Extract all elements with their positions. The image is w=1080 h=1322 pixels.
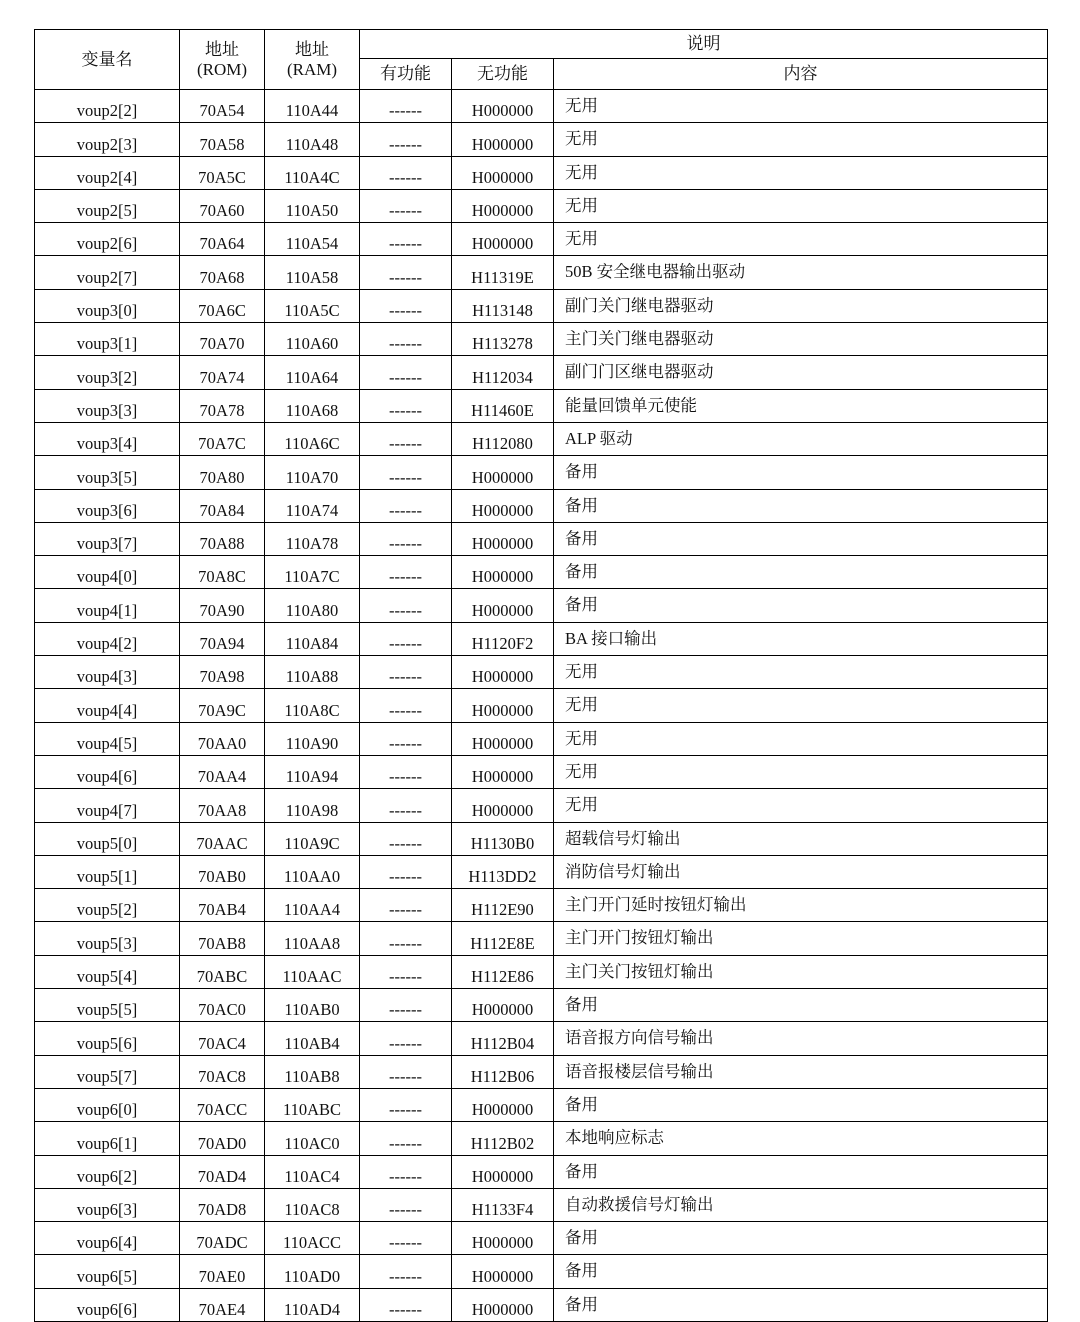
cell-has-function: ------ xyxy=(360,90,452,123)
cell-var-name: voup2[6] xyxy=(35,223,180,256)
table-row xyxy=(35,489,1048,522)
cell-addr-rom: 70AB8 xyxy=(180,922,265,955)
cell-var-name: voup6[0] xyxy=(35,1088,180,1121)
cell-addr-rom: 70A68 xyxy=(180,256,265,289)
cell-has-function: ------ xyxy=(360,323,452,356)
cell-has-function: ------ xyxy=(360,422,452,455)
col-header-addr-ram xyxy=(265,30,360,90)
cell-no-function: H000000 xyxy=(452,689,554,722)
cell-addr-ram: 110AD0 xyxy=(265,1255,360,1288)
cell-addr-rom: 70AD4 xyxy=(180,1155,265,1188)
cell-has-function: ------ xyxy=(360,889,452,922)
cell-has-function: ------ xyxy=(360,1055,452,1088)
cell-no-function: H000000 xyxy=(452,755,554,788)
cell-var-name: voup3[3] xyxy=(35,389,180,422)
cell-has-function: ------ xyxy=(360,789,452,822)
header-row xyxy=(35,30,1048,59)
cell-var-name: voup2[5] xyxy=(35,189,180,222)
cell-var-name: voup4[4] xyxy=(35,689,180,722)
cell-has-function: ------ xyxy=(360,1288,452,1321)
cell-content: 语音报方向信号输出 xyxy=(554,1022,1048,1055)
table-row xyxy=(35,722,1048,755)
table-row xyxy=(35,922,1048,955)
cell-addr-ram: 110AD4 xyxy=(265,1288,360,1321)
cell-content: 备用 xyxy=(554,1088,1048,1121)
cell-has-function: ------ xyxy=(360,755,452,788)
cell-addr-rom: 70ADC xyxy=(180,1222,265,1255)
table-row xyxy=(35,389,1048,422)
cell-has-function: ------ xyxy=(360,622,452,655)
table-row xyxy=(35,289,1048,322)
table-row xyxy=(35,1022,1048,1055)
cell-has-function: ------ xyxy=(360,589,452,622)
cell-addr-rom: 70AC0 xyxy=(180,989,265,1022)
cell-addr-rom: 70A8C xyxy=(180,556,265,589)
cell-addr-ram: 110A54 xyxy=(265,223,360,256)
cell-addr-ram: 110A98 xyxy=(265,789,360,822)
cell-addr-ram: 110A70 xyxy=(265,456,360,489)
cell-no-function: H11460E xyxy=(452,389,554,422)
cell-content: 无用 xyxy=(554,755,1048,788)
cell-has-function: ------ xyxy=(360,1088,452,1121)
col-header-content: 内容 xyxy=(554,59,1048,90)
register-table xyxy=(34,29,1048,1322)
table-row xyxy=(35,1222,1048,1255)
cell-no-function: H000000 xyxy=(452,522,554,555)
cell-has-function: ------ xyxy=(360,1222,452,1255)
table-row xyxy=(35,522,1048,555)
cell-var-name: voup4[1] xyxy=(35,589,180,622)
cell-no-function: H112B06 xyxy=(452,1055,554,1088)
cell-content: ALP 驱动 xyxy=(554,422,1048,455)
table-row xyxy=(35,955,1048,988)
cell-var-name: voup6[5] xyxy=(35,1255,180,1288)
cell-content: 无用 xyxy=(554,123,1048,156)
cell-no-function: H000000 xyxy=(452,556,554,589)
cell-var-name: voup6[1] xyxy=(35,1122,180,1155)
cell-content: 备用 xyxy=(554,1155,1048,1188)
cell-var-name: voup4[2] xyxy=(35,622,180,655)
cell-addr-rom: 70A6C xyxy=(180,289,265,322)
table-row xyxy=(35,1288,1048,1321)
cell-content: 备用 xyxy=(554,456,1048,489)
cell-var-name: voup2[4] xyxy=(35,156,180,189)
cell-var-name: voup6[4] xyxy=(35,1222,180,1255)
cell-content: 副门关门继电器驱动 xyxy=(554,289,1048,322)
cell-addr-rom: 70A58 xyxy=(180,123,265,156)
cell-addr-rom: 70A60 xyxy=(180,189,265,222)
cell-var-name: voup4[3] xyxy=(35,656,180,689)
cell-addr-rom: 70ABC xyxy=(180,955,265,988)
cell-var-name: voup3[2] xyxy=(35,356,180,389)
col-header-addr-rom-bottom: (ROM) xyxy=(196,59,248,79)
cell-no-function: H000000 xyxy=(452,223,554,256)
col-header-var-name: 变量名 xyxy=(35,30,180,90)
cell-content: 50B 安全继电器输出驱动 xyxy=(554,256,1048,289)
table-row xyxy=(35,90,1048,123)
cell-addr-ram: 110ABC xyxy=(265,1088,360,1121)
cell-has-function: ------ xyxy=(360,989,452,1022)
cell-addr-rom: 70ACC xyxy=(180,1088,265,1121)
cell-addr-rom: 70A78 xyxy=(180,389,265,422)
table-row xyxy=(35,989,1048,1022)
cell-content: 无用 xyxy=(554,189,1048,222)
cell-content: 主门关门按钮灯输出 xyxy=(554,955,1048,988)
cell-no-function: H000000 xyxy=(452,1222,554,1255)
table-row xyxy=(35,889,1048,922)
cell-no-function: H000000 xyxy=(452,189,554,222)
table-row xyxy=(35,189,1048,222)
cell-no-function: H113DD2 xyxy=(452,855,554,888)
cell-addr-rom: 70A54 xyxy=(180,90,265,123)
cell-content: 超载信号灯输出 xyxy=(554,822,1048,855)
table-row xyxy=(35,822,1048,855)
cell-no-function: H11319E xyxy=(452,256,554,289)
col-header-addr-rom xyxy=(180,30,265,90)
table-row xyxy=(35,689,1048,722)
cell-addr-rom: 70A74 xyxy=(180,356,265,389)
table-row xyxy=(35,1088,1048,1121)
cell-no-function: H000000 xyxy=(452,722,554,755)
cell-addr-rom: 70AAC xyxy=(180,822,265,855)
cell-no-function: H112034 xyxy=(452,356,554,389)
cell-var-name: voup2[7] xyxy=(35,256,180,289)
cell-addr-ram: 110A60 xyxy=(265,323,360,356)
cell-var-name: voup6[3] xyxy=(35,1188,180,1221)
cell-no-function: H000000 xyxy=(452,1155,554,1188)
cell-addr-ram: 110AB8 xyxy=(265,1055,360,1088)
cell-addr-rom: 70AE4 xyxy=(180,1288,265,1321)
cell-has-function: ------ xyxy=(360,1155,452,1188)
cell-content: 无用 xyxy=(554,722,1048,755)
table-row xyxy=(35,422,1048,455)
cell-content: 备用 xyxy=(554,589,1048,622)
cell-addr-rom: 70A88 xyxy=(180,522,265,555)
cell-content: 无用 xyxy=(554,156,1048,189)
cell-var-name: voup6[6] xyxy=(35,1288,180,1321)
cell-var-name: voup3[5] xyxy=(35,456,180,489)
cell-has-function: ------ xyxy=(360,223,452,256)
cell-var-name: voup3[6] xyxy=(35,489,180,522)
cell-has-function: ------ xyxy=(360,156,452,189)
cell-addr-rom: 70A98 xyxy=(180,656,265,689)
cell-no-function: H1130B0 xyxy=(452,822,554,855)
cell-var-name: voup5[6] xyxy=(35,1022,180,1055)
cell-addr-rom: 70A80 xyxy=(180,456,265,489)
cell-addr-rom: 70AB0 xyxy=(180,855,265,888)
cell-addr-ram: 110AA8 xyxy=(265,922,360,955)
cell-content: 副门门区继电器驱动 xyxy=(554,356,1048,389)
cell-content: 自动救援信号灯输出 xyxy=(554,1188,1048,1221)
table-row xyxy=(35,256,1048,289)
cell-has-function: ------ xyxy=(360,1122,452,1155)
cell-content: 无用 xyxy=(554,223,1048,256)
cell-addr-ram: 110AB0 xyxy=(265,989,360,1022)
cell-has-function: ------ xyxy=(360,722,452,755)
cell-no-function: H000000 xyxy=(452,90,554,123)
cell-addr-ram: 110A4C xyxy=(265,156,360,189)
cell-no-function: H112080 xyxy=(452,422,554,455)
cell-has-function: ------ xyxy=(360,689,452,722)
cell-content: 备用 xyxy=(554,989,1048,1022)
cell-has-function: ------ xyxy=(360,189,452,222)
cell-no-function: H000000 xyxy=(452,1088,554,1121)
cell-addr-ram: 110A94 xyxy=(265,755,360,788)
cell-has-function: ------ xyxy=(360,922,452,955)
cell-addr-rom: 70A9C xyxy=(180,689,265,722)
table-row xyxy=(35,123,1048,156)
table-body xyxy=(35,90,1048,1322)
cell-addr-ram: 110AAC xyxy=(265,955,360,988)
cell-content: 备用 xyxy=(554,489,1048,522)
cell-addr-rom: 70AD8 xyxy=(180,1188,265,1221)
cell-var-name: voup5[3] xyxy=(35,922,180,955)
cell-content: 消防信号灯输出 xyxy=(554,855,1048,888)
cell-has-function: ------ xyxy=(360,1188,452,1221)
table-row xyxy=(35,789,1048,822)
cell-no-function: H000000 xyxy=(452,123,554,156)
table-row xyxy=(35,1155,1048,1188)
cell-content: 无用 xyxy=(554,656,1048,689)
cell-no-function: H1133F4 xyxy=(452,1188,554,1221)
cell-var-name: voup5[1] xyxy=(35,855,180,888)
cell-no-function: H000000 xyxy=(452,156,554,189)
cell-has-function: ------ xyxy=(360,656,452,689)
cell-no-function: H112E8E xyxy=(452,922,554,955)
table-row xyxy=(35,556,1048,589)
cell-has-function: ------ xyxy=(360,489,452,522)
cell-no-function: H113148 xyxy=(452,289,554,322)
cell-addr-ram: 110A88 xyxy=(265,656,360,689)
cell-var-name: voup2[3] xyxy=(35,123,180,156)
cell-addr-ram: 110A9C xyxy=(265,822,360,855)
table-row xyxy=(35,855,1048,888)
table-row xyxy=(35,356,1048,389)
cell-no-function: H000000 xyxy=(452,1255,554,1288)
cell-addr-ram: 110AC8 xyxy=(265,1188,360,1221)
cell-no-function: H000000 xyxy=(452,456,554,489)
table-header xyxy=(35,30,1048,90)
cell-addr-ram: 110A50 xyxy=(265,189,360,222)
cell-addr-rom: 70A90 xyxy=(180,589,265,622)
cell-no-function: H112E90 xyxy=(452,889,554,922)
cell-addr-rom: 70AD0 xyxy=(180,1122,265,1155)
cell-addr-ram: 110A7C xyxy=(265,556,360,589)
col-header-has-function: 有功能 xyxy=(360,59,452,90)
cell-addr-ram: 110A44 xyxy=(265,90,360,123)
cell-addr-rom: 70AC4 xyxy=(180,1022,265,1055)
col-header-addr-ram-bottom: (RAM) xyxy=(286,59,338,79)
cell-no-function: H112B04 xyxy=(452,1022,554,1055)
cell-no-function: H000000 xyxy=(452,1288,554,1321)
cell-addr-rom: 70AE0 xyxy=(180,1255,265,1288)
table-row xyxy=(35,1055,1048,1088)
cell-addr-ram: 110A80 xyxy=(265,589,360,622)
table-row xyxy=(35,589,1048,622)
cell-var-name: voup5[0] xyxy=(35,822,180,855)
cell-addr-rom: 70A70 xyxy=(180,323,265,356)
col-header-description: 说明 xyxy=(360,30,1048,59)
cell-has-function: ------ xyxy=(360,289,452,322)
cell-has-function: ------ xyxy=(360,822,452,855)
cell-addr-rom: 70A7C xyxy=(180,422,265,455)
cell-addr-ram: 110AA0 xyxy=(265,855,360,888)
cell-content: 主门开门按钮灯输出 xyxy=(554,922,1048,955)
cell-addr-ram: 110ACC xyxy=(265,1222,360,1255)
cell-content: 能量回馈单元使能 xyxy=(554,389,1048,422)
cell-no-function: H000000 xyxy=(452,589,554,622)
cell-addr-ram: 110AB4 xyxy=(265,1022,360,1055)
cell-no-function: H000000 xyxy=(452,989,554,1022)
cell-content: 无用 xyxy=(554,90,1048,123)
cell-content: 主门关门继电器驱动 xyxy=(554,323,1048,356)
cell-has-function: ------ xyxy=(360,356,452,389)
cell-no-function: H000000 xyxy=(452,789,554,822)
table-row xyxy=(35,456,1048,489)
cell-has-function: ------ xyxy=(360,1022,452,1055)
cell-has-function: ------ xyxy=(360,389,452,422)
table-row xyxy=(35,223,1048,256)
cell-addr-rom: 70A94 xyxy=(180,622,265,655)
cell-var-name: voup3[7] xyxy=(35,522,180,555)
cell-addr-ram: 110A84 xyxy=(265,622,360,655)
cell-addr-ram: 110A48 xyxy=(265,123,360,156)
cell-no-function: H112E86 xyxy=(452,955,554,988)
col-header-no-function: 无功能 xyxy=(452,59,554,90)
cell-addr-rom: 70AA8 xyxy=(180,789,265,822)
col-header-addr-ram-top: 地址 xyxy=(295,39,329,59)
cell-no-function: H000000 xyxy=(452,656,554,689)
cell-content: 无用 xyxy=(554,689,1048,722)
cell-has-function: ------ xyxy=(360,522,452,555)
cell-addr-ram: 110A78 xyxy=(265,522,360,555)
cell-content: 备用 xyxy=(554,522,1048,555)
cell-var-name: voup2[2] xyxy=(35,90,180,123)
cell-has-function: ------ xyxy=(360,456,452,489)
cell-addr-rom: 70A64 xyxy=(180,223,265,256)
cell-addr-rom: 70A5C xyxy=(180,156,265,189)
cell-addr-ram: 110A6C xyxy=(265,422,360,455)
table-row xyxy=(35,1188,1048,1221)
cell-has-function: ------ xyxy=(360,556,452,589)
cell-addr-ram: 110A74 xyxy=(265,489,360,522)
cell-addr-ram: 110A5C xyxy=(265,289,360,322)
cell-addr-rom: 70AC8 xyxy=(180,1055,265,1088)
cell-content: 备用 xyxy=(554,1255,1048,1288)
cell-addr-ram: 110A90 xyxy=(265,722,360,755)
cell-content: 语音报楼层信号输出 xyxy=(554,1055,1048,1088)
cell-addr-ram: 110A64 xyxy=(265,356,360,389)
cell-content: 主门开门延时按钮灯输出 xyxy=(554,889,1048,922)
cell-addr-ram: 110A58 xyxy=(265,256,360,289)
cell-has-function: ------ xyxy=(360,1255,452,1288)
cell-no-function: H000000 xyxy=(452,489,554,522)
cell-var-name: voup4[5] xyxy=(35,722,180,755)
cell-addr-rom: 70A84 xyxy=(180,489,265,522)
cell-var-name: voup5[4] xyxy=(35,955,180,988)
table-row xyxy=(35,1255,1048,1288)
cell-no-function: H113278 xyxy=(452,323,554,356)
cell-has-function: ------ xyxy=(360,855,452,888)
table-row xyxy=(35,156,1048,189)
cell-has-function: ------ xyxy=(360,123,452,156)
cell-addr-rom: 70AA0 xyxy=(180,722,265,755)
cell-content: BA 接口输出 xyxy=(554,622,1048,655)
cell-content: 本地响应标志 xyxy=(554,1122,1048,1155)
cell-var-name: voup5[2] xyxy=(35,889,180,922)
table-row xyxy=(35,622,1048,655)
cell-var-name: voup4[0] xyxy=(35,556,180,589)
table-row xyxy=(35,755,1048,788)
cell-var-name: voup3[4] xyxy=(35,422,180,455)
cell-addr-rom: 70AA4 xyxy=(180,755,265,788)
cell-var-name: voup4[6] xyxy=(35,755,180,788)
cell-addr-ram: 110AC0 xyxy=(265,1122,360,1155)
cell-has-function: ------ xyxy=(360,955,452,988)
cell-var-name: voup5[5] xyxy=(35,989,180,1022)
col-header-addr-rom-top: 地址 xyxy=(205,39,239,59)
cell-var-name: voup3[0] xyxy=(35,289,180,322)
cell-content: 备用 xyxy=(554,1222,1048,1255)
cell-addr-rom: 70AB4 xyxy=(180,889,265,922)
cell-content: 备用 xyxy=(554,556,1048,589)
cell-var-name: voup3[1] xyxy=(35,323,180,356)
cell-no-function: H112B02 xyxy=(452,1122,554,1155)
table-row xyxy=(35,1122,1048,1155)
cell-var-name: voup4[7] xyxy=(35,789,180,822)
table-row xyxy=(35,656,1048,689)
cell-var-name: voup5[7] xyxy=(35,1055,180,1088)
cell-content: 无用 xyxy=(554,789,1048,822)
cell-has-function: ------ xyxy=(360,256,452,289)
cell-no-function: H1120F2 xyxy=(452,622,554,655)
table-row xyxy=(35,323,1048,356)
cell-addr-ram: 110A68 xyxy=(265,389,360,422)
cell-addr-ram: 110AA4 xyxy=(265,889,360,922)
cell-addr-ram: 110AC4 xyxy=(265,1155,360,1188)
cell-var-name: voup6[2] xyxy=(35,1155,180,1188)
cell-content: 备用 xyxy=(554,1288,1048,1321)
cell-addr-ram: 110A8C xyxy=(265,689,360,722)
